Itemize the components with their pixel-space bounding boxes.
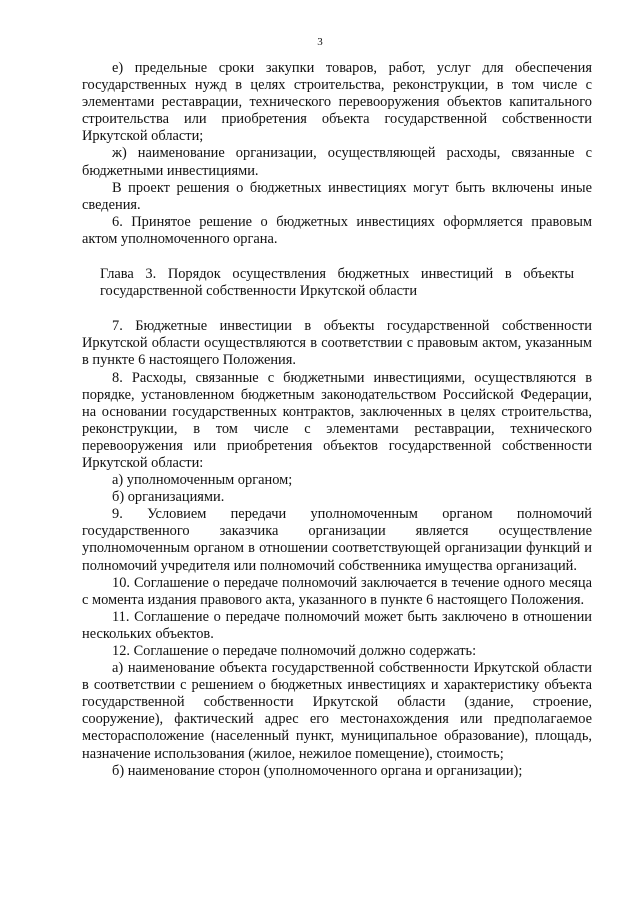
paragraph: ж) наименование организации, осуществляющей расходы, связанные с бюджетными инвестициями. [82,145,592,179]
paragraph: 8. Расходы, связанные с бюджетными инвестициями, осуществляются в порядке, установленном бюджетным законодательством Российской Федерации, на основании государственных контрактов, заключенных в целях строительства, реконструкции, в том числе с элементами реставрации, технического перевооружения или приобретения объектов государственной собственности Иркутской области: [82,369,592,471]
chapter-heading: Глава 3. Порядок осуществления бюджетных инвестиций в объекты государственной собственности Иркутской области [100,266,574,300]
paragraph: б) наименование сторон (уполномоченного органа и организации); [112,762,523,779]
paragraph: 12. Соглашение о передаче полномочий должно содержать: [112,643,477,659]
paragraph: 9. Условием передачи уполномоченным органом полномочий государственного заказчика организации является осуществление уполномоченным органом в отношении соответствующей организации функций и полномочий учредителя или полномочий собственника имущества организаций. [82,506,592,574]
paragraph: е) предельные сроки закупки товаров, работ, услуг для обеспечения государственных нужд в целях строительства, реконструкции, в том числе с элементами реставрации, технического перевооружения объектов капитального строительства или приобретения объекта государственной собственности Иркутской области; [82,60,592,145]
paragraph: б) организациями. [112,489,225,506]
paragraph: В проект решения о бюджетных инвестициях могут быть включены иные сведения. [82,179,592,213]
paragraph: а) уполномоченным органом; [112,472,293,489]
paragraph: 10. Соглашение о передаче полномочий заключается в течение одного месяца с момента издания правового акта, указанного в пункте 6 настоящего Положения. [82,574,592,608]
paragraph: 11. Соглашение о передаче полномочий может быть заключено в отношении нескольких объектов. [82,608,592,642]
page-number: 3 [317,36,323,48]
document-body [82,60,592,780]
paragraph: 6. Принятое решение о бюджетных инвестициях оформляется правовым актом уполномоченного органа. [82,213,592,247]
paragraph: 7. Бюджетные инвестиции в объекты государственной собственности Иркутской области осуществляются в соответствии с правовым актом, указанным в пункте 6 настоящего Положения. [82,318,592,369]
paragraph: а) наименование объекта государственной собственности Иркутской области в соответствии с решением о бюджетных инвестициях и характеристику объекта государственной собственности Иркутской области (здание, строение, сооружение), фактический адрес его местонахождения или предполагаемое месторасположение (населенный пункт, муниципальное образование), площадь, назначение использования (жилое, нежилое помещение), стоимость; [82,660,592,762]
